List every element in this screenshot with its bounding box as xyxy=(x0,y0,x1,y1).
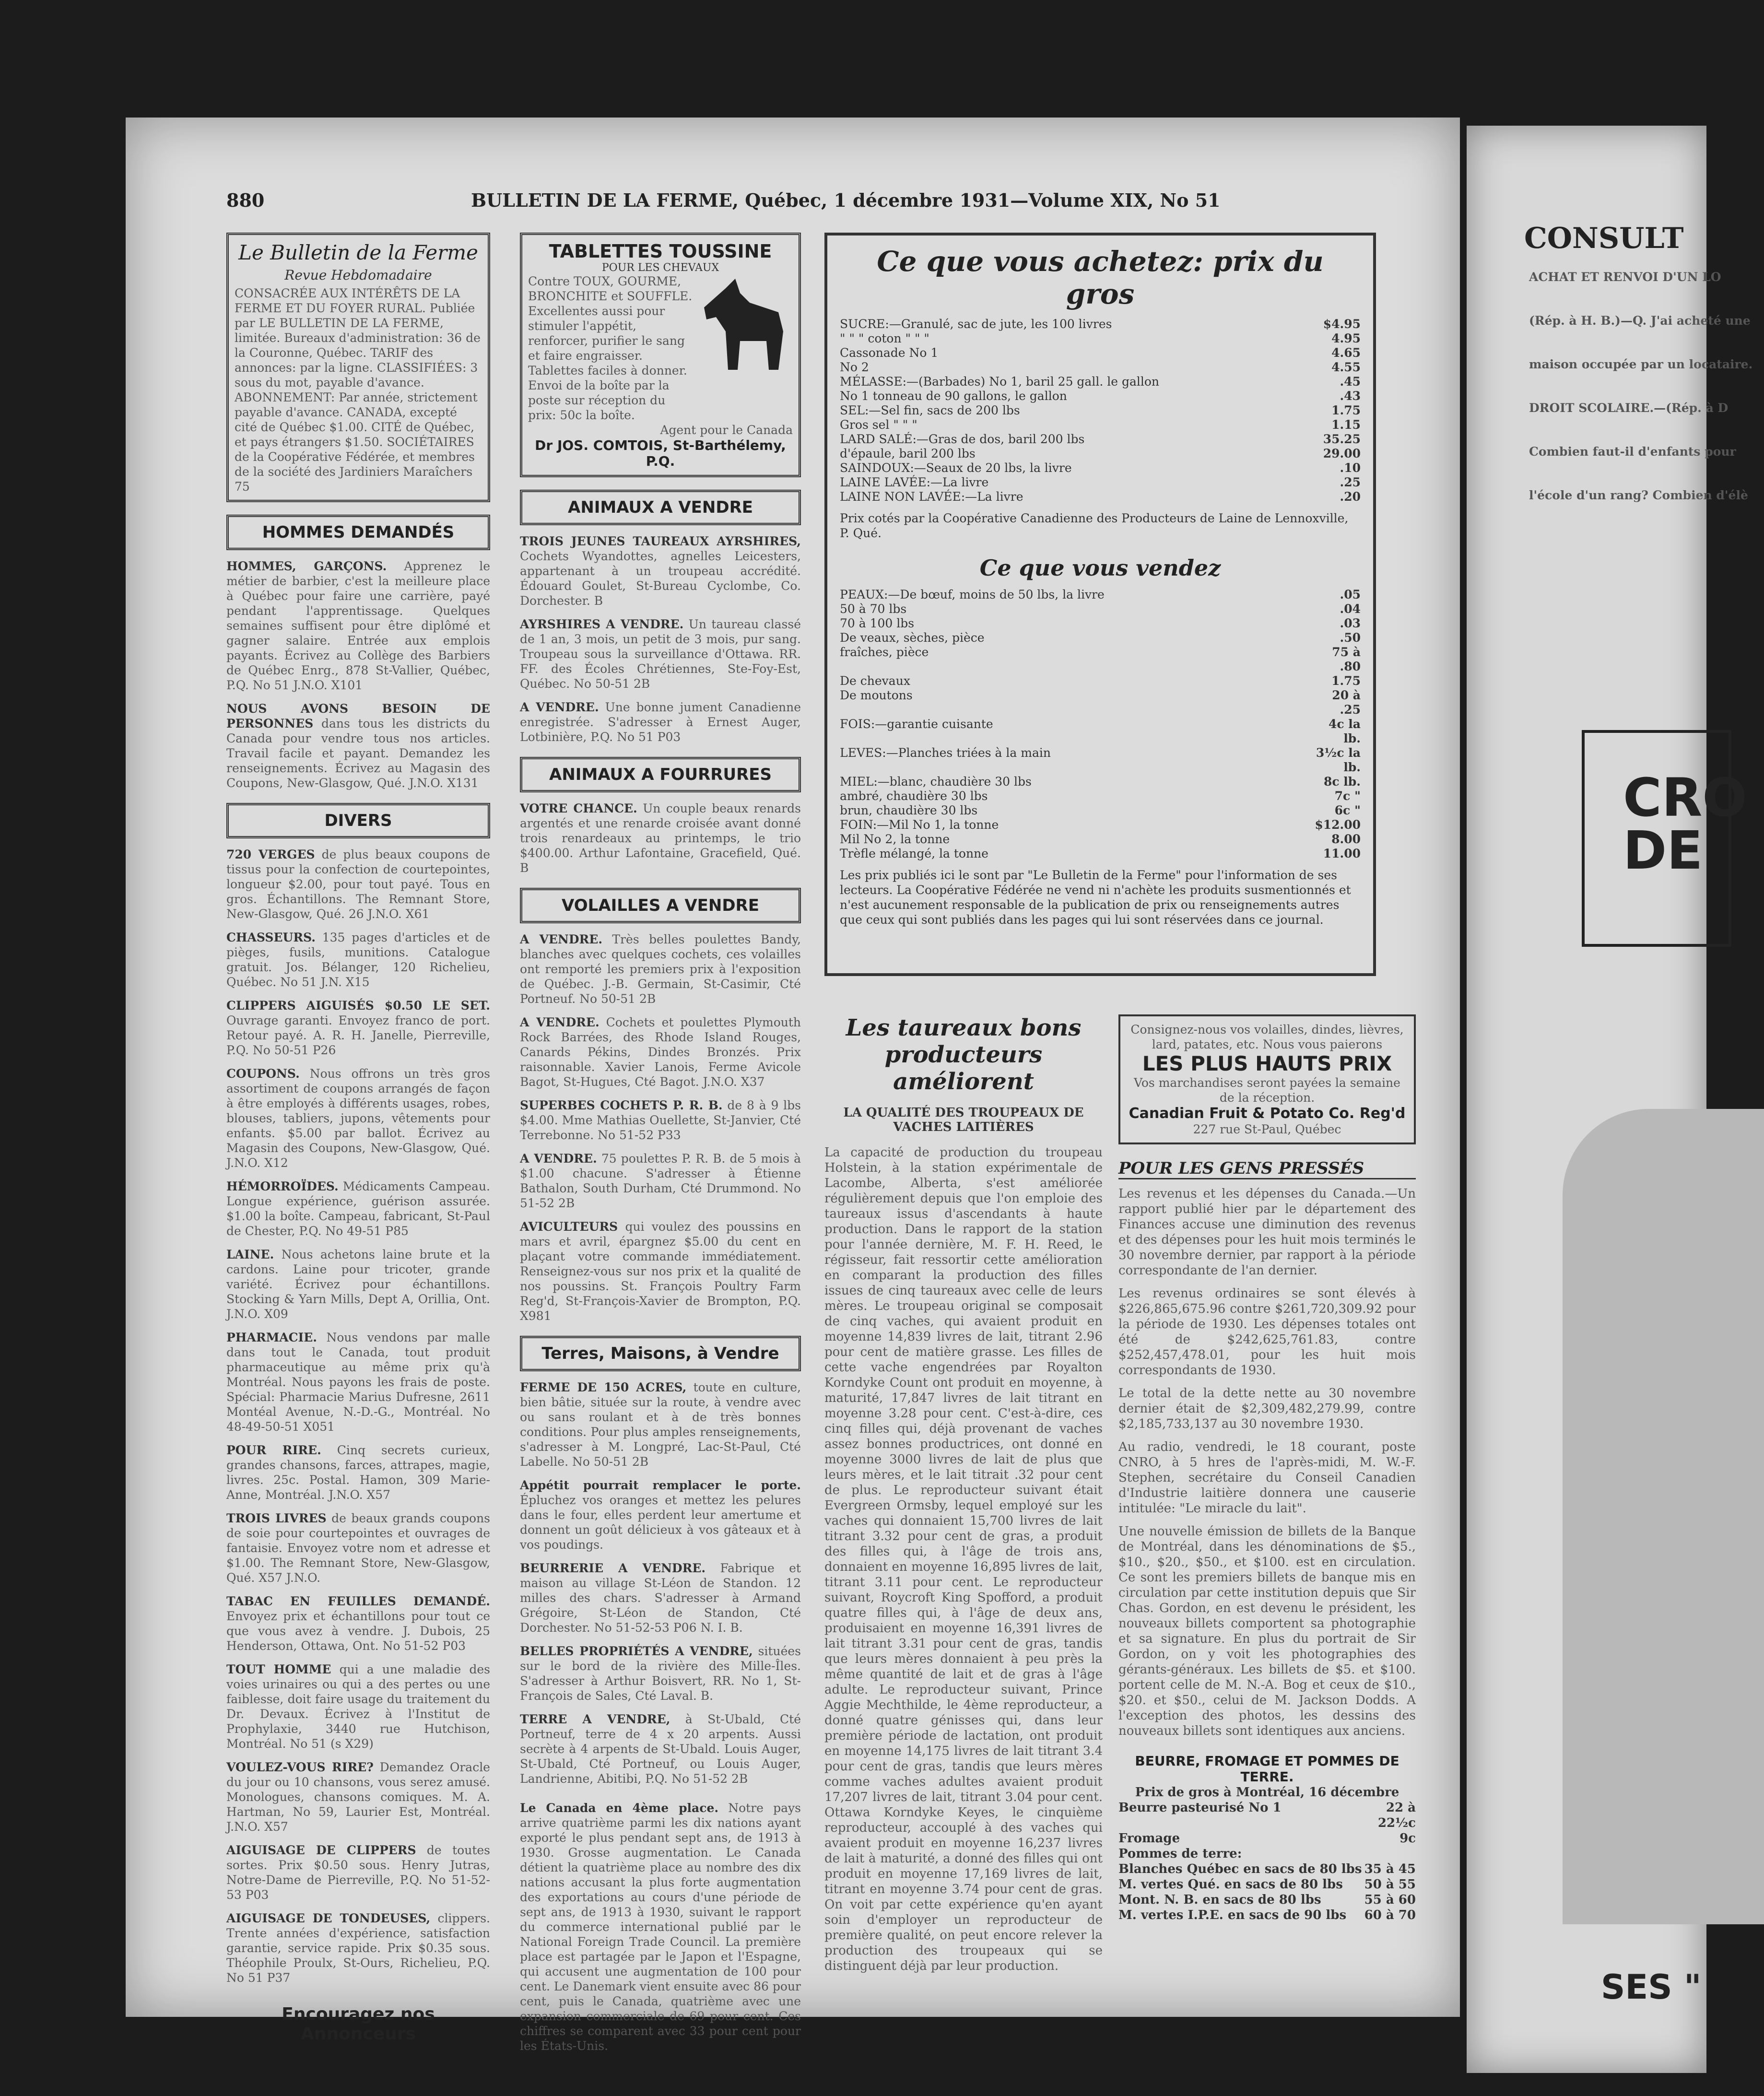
encourage-advertisers: Encouragez nos Annonceurs xyxy=(282,2004,435,2044)
running-head: BULLETIN DE LA FERME, Québec, 1 décembre 1931—Volume XIX, No 51 xyxy=(471,189,1221,211)
price-value: 4.95 xyxy=(1331,331,1361,345)
classified-ad-lead: AVICULTEURS xyxy=(520,1220,618,1234)
price-value: 6c " xyxy=(1334,803,1361,817)
price-label: PEAUX:—De bœuf, moins de 50 lbs, la livre xyxy=(840,588,1105,601)
presses-paragraphs xyxy=(1118,1186,1416,1739)
potato-price-list xyxy=(1118,1861,1416,1923)
price-row xyxy=(1118,1861,1416,1877)
price-label: SUCRE:—Granulé, sac de jute, les 100 livres xyxy=(840,317,1112,331)
presses-paragraph: Le total de la dette nette au 30 novembre dernier était de $2,309,482,279.99, contre $2,185,733,137 au 30 novembre 1930. xyxy=(1118,1386,1416,1431)
classified-ad-lead: POUR RIRE. xyxy=(226,1443,321,1457)
price-value: 20 à .25 xyxy=(1332,688,1361,717)
price-row xyxy=(840,688,1361,717)
classified-ad-lead: FERME DE 150 ACRES, xyxy=(520,1380,687,1394)
price-value: 60 à 70 xyxy=(1364,1908,1416,1922)
classified-ad-text: Cochets Wyandottes, agnelles Leicesters, appartenant à un troupeau accrédité. Édouard Goulet, St-Bureau Cyclombe, Co. Dorchester. B xyxy=(520,549,801,608)
price-label: Trèfle mélangé, la tonne xyxy=(840,847,988,860)
classified-ad-text: 75 poulettes P. R. B. de 5 mois à $1.00 chacune. S'adresser à Étienne Bathalon, South Durham, Cté Drummond. No 51-52 2B xyxy=(520,1152,801,1210)
classified-ad-text: toute en culture, bien bâtie, située sur la route, à vendre avec ou sans roulant et à de très bonnes conditions. Pour plus amples renseignements, s'adresser à M. Longpré, Lac-St-Paul, Cté Labelle. No 50-51 2B xyxy=(520,1380,801,1469)
classified-ad-text: situées sur le bord de la rivière des Mille-Îles. S'adresser à Arthur Boisvert, RR. No 1, St-François de Sales, Cté Laval. B. xyxy=(520,1644,801,1703)
price-row xyxy=(840,832,1361,847)
price-value: .10 xyxy=(1340,461,1361,475)
bfp-subtitle xyxy=(1118,1785,1416,1800)
classified-ad xyxy=(226,1330,490,1434)
price-value: 4c la lb. xyxy=(1328,717,1361,745)
classified-ad-text: Nous achetons laine brute et la cardons. Laine pour tricoter, grande variété. Écrivez pour échantillons. Stocking & Yarn Mills, Dept A, Orillia, Ont. J.N.O. X09 xyxy=(226,1248,490,1321)
classified-ad xyxy=(520,1151,801,1211)
price-row xyxy=(840,674,1361,688)
price-label: M. vertes I.P.E. en sacs de 90 lbs xyxy=(1118,1908,1347,1922)
toussine-body: Contre TOUX, GOURME, BRONCHITE et SOUFFLE. Excellentes aussi pour stimuler l'appétit, renforcer, purifier le sang et faire engraisser. Tablettes faciles à donner. Envoi de la boîte par la poste sur réception du prix: 50c la boîte. xyxy=(528,274,693,422)
classified-ad-lead: TROIS JEUNES TAUREAUX AYRSHIRES, xyxy=(520,534,801,548)
classified-ad-lead: VOULEZ-VOUS RIRE? xyxy=(226,1760,374,1774)
price-value: 1.75 xyxy=(1331,403,1361,417)
price-value: 35.25 xyxy=(1323,432,1361,446)
classified-ad-text: Cinq secrets curieux, grandes chansons, farces, attrapes, magie, livres. 25c. Postal. Hamon, 309 Marie-Anne, Montréal. J.N.O. X57 xyxy=(226,1443,490,1502)
price-box-title: Ce que vous achetez: prix du gros xyxy=(877,245,1324,310)
price-value: .03 xyxy=(1340,616,1361,630)
classified-ad-lead: COUPONS. xyxy=(226,1067,300,1081)
price-label: De moutons xyxy=(840,688,913,702)
price-label: fraîches, pièce xyxy=(840,645,929,659)
classified-ad-text: Médicaments Campeau. Longue expérience, guérison assurée. $1.00 la boîte. Campeau, fabricant, St-Paul de Chester, P.Q. No 49-51 P85 xyxy=(226,1179,490,1238)
price-value: 4.65 xyxy=(1331,346,1361,360)
price-label: Blanches Québec en sacs de 80 lbs xyxy=(1118,1862,1362,1876)
classified-ad-text: Nous vendons par malle dans tout le Canada, tout produit pharmaceutique au même prix qu'à Montréal. Nous payons les frais de poste. Spécial: Pharmacie Marius Dufresne, 2611 Montéal Avenue, N.-D.-G., Montréal. No 48-49-50-51 X051 xyxy=(226,1331,490,1434)
price-label: M. vertes Qué. en sacs de 80 lbs xyxy=(1118,1877,1343,1892)
toussine-signature: Dr JOS. COMTOIS, St-Barthélemy, P.Q. xyxy=(535,437,786,469)
price-row xyxy=(1118,1908,1416,1923)
price-label: brun, chaudière 30 lbs xyxy=(840,803,978,817)
price-label: 50 à 70 lbs xyxy=(840,602,907,616)
consign-line2: Vos marchandises seront payées la semaine de la réception. xyxy=(1134,1076,1400,1105)
presses-paragraph: Les revenus ordinaires se sont élevés à $226,865,675.96 contre $261,720,309.92 pour la période de 1930. Les dépenses totales ont été de $242,625,761.83, contre $252,457,478.01, pour les huit mois correspondants de 1930. xyxy=(1118,1286,1416,1378)
price-label: SEL:—Sel fin, sacs de 200 lbs xyxy=(840,403,1020,417)
classified-ad xyxy=(226,701,490,790)
facing-page-line: (Rép. à H. B.)—Q. J'ai acheté une xyxy=(1529,314,1751,328)
classified-ad xyxy=(520,1644,801,1703)
price-value: .05 xyxy=(1340,588,1361,601)
horse-icon xyxy=(697,274,793,375)
classified-ad xyxy=(520,1380,801,1469)
classified-ad xyxy=(520,801,801,875)
price-row xyxy=(840,803,1361,818)
classified-ad xyxy=(226,1443,490,1502)
consign-ad xyxy=(1118,1014,1416,1144)
presses-paragraph: Les revenus et les dépenses du Canada.—Un rapport publié hier par le département des Finances accuse une diminution des revenus et des dépenses pour les huit mois terminés le 30 novembre dernier, par rapport à la période correspondante de l'an dernier. xyxy=(1118,1187,1416,1278)
classified-ad-text: Un couple beaux renards argentés et une renarde croisée avant donné trois renardeaux au printemps, le trio $400.00. Arthur Lafontaine, Gracefield, Qué. B xyxy=(520,801,801,875)
price-row xyxy=(840,490,1361,504)
price-row xyxy=(1118,1892,1416,1908)
price-value: 35 à 45 xyxy=(1364,1862,1416,1876)
potato-head-text: Pommes de terre: xyxy=(1118,1847,1242,1861)
facing-page xyxy=(1467,126,1753,2073)
section-heading: ANIMAUX A FOURRURES xyxy=(520,757,801,792)
price-value: .43 xyxy=(1340,389,1361,403)
classified-ad-lead: BEURRERIE A VENDRE. xyxy=(520,1561,706,1575)
classified-ad-text: Cochets et poulettes Plymouth Rock Barrées, des Rhode Island Rouges, Canards Pékins, Dindes Bronzés. Prix raisonnable. Xavier Lanois, Ferme Avicole Bagot, St-Hugues, Cté Bagot. J.N.O. X37 xyxy=(520,1015,801,1089)
page-number: 880 xyxy=(226,189,265,211)
price-label: LAINE LAVÉE:—La livre xyxy=(840,475,989,489)
price-label: " " " coton " " " xyxy=(840,331,929,345)
price-label: Mil No 2, la tonne xyxy=(840,832,950,846)
price-row xyxy=(840,631,1361,645)
classified-ad xyxy=(226,1066,490,1170)
classified-ad xyxy=(226,1911,490,1985)
price-row xyxy=(840,317,1361,331)
classified-ad-lead: PHARMACIE. xyxy=(226,1331,318,1344)
consign-address: 227 rue St-Paul, Québec xyxy=(1193,1122,1341,1136)
classified-ad xyxy=(226,1247,490,1321)
facing-page-ad-text: CRO DE xyxy=(1623,767,1747,881)
classified-ad-text: Demandez Oracle du jour ou 10 chansons, vous serez amusé. Monologues, chansons comiques. M. A. Hartman, No 59, Laurier Est, Montréal. J.N.O. X57 xyxy=(226,1760,490,1834)
classified-ad-text: Fabrique et maison au village St-Léon de Standon. 12 milles des chars. S'adresser à Armand Grégoire, St-Léon de Standon, Cté Dorchester. No 51-52-53 P06 N. I. B. xyxy=(520,1561,801,1635)
classified-ad xyxy=(520,700,801,744)
price-label: De chevaux xyxy=(840,674,910,688)
price-value: 55 à 60 xyxy=(1364,1893,1416,1907)
classified-ad xyxy=(520,1561,801,1635)
potato-head xyxy=(1118,1846,1416,1861)
price-row xyxy=(840,717,1361,746)
classified-ad-text: qui voulez des poussins en mars et avril, épargnez $5.00 du cent en plaçant votre commande immédiatement. Renseignez-vous sur nos prix et la qualité de nos poussins. St. François Poultry Farm Reg'd, St-François-Xavier de Brompton, P.Q. X981 xyxy=(520,1220,801,1323)
col2-sections xyxy=(520,490,801,1786)
classified-ad-text: dans tous les districts du Canada pour vendre tous nos articles. Travail facile et payant. Demandez les renseignements. Écrivez au Magasin des Coupons, New-Glasgow, Qué. J.N.O. X131 xyxy=(226,717,490,790)
price-row xyxy=(840,818,1361,832)
classified-ad xyxy=(520,1712,801,1786)
price-row xyxy=(840,432,1361,447)
presses-title: POUR LES GENS PRESSÉS xyxy=(1118,1159,1416,1179)
price-row xyxy=(840,389,1361,403)
classified-ad-lead: HOMMES, GARÇONS. xyxy=(226,559,387,573)
price-label: Beurre pasteurisé No 1 xyxy=(1118,1801,1282,1815)
classified-ad-lead: TERRE A VENDRE, xyxy=(520,1712,670,1726)
column-4 xyxy=(1118,1014,1416,1923)
classified-ad-text: Envoyez prix et échantillons pour tout ce que vous avez à vendre. J. Dubois, 25 Henderson, Ottawa, Ont. No 51-52 P03 xyxy=(226,1609,490,1653)
col1-sections xyxy=(226,515,490,1985)
price-value: 22 à 22½c xyxy=(1377,1801,1416,1830)
canada-article xyxy=(520,1801,801,2053)
classified-ad xyxy=(520,1478,801,1552)
bulletin-body: CONSACRÉE AUX INTÉRÊTS DE LA FERME ET DU FOYER RURAL. Publiée par LE BULLETIN DE LA FERME, limitée. Bureaux d'administration: 36 de la Couronne, Québec. TARIF des annonces: par la ligne. CLASSIFIÉES: 3 sous du mot, payable d'avance. ABONNEMENT: Par année, strictement payable d'avance. CANADA, excepté cité de Québec $1.00. CITÉ de Québec, et pays étrangers $1.50. SOCIÉTAIRES de la Coopérative Fédérée, et membres de la société des Jardiniers Maraîchers 75 xyxy=(235,286,481,494)
classified-ad-lead: VOTRE CHANCE. xyxy=(520,801,637,815)
price-value: .04 xyxy=(1340,602,1361,616)
classified-ad xyxy=(226,1594,490,1653)
facing-page-line: DROIT SCOLAIRE.—(Rép. à D xyxy=(1529,401,1729,415)
price-row xyxy=(840,588,1361,602)
presses-paragraph: Au radio, vendredi, le 18 courant, poste CNRO, à 5 hres de l'après-midi, M. W.-F. Stephen, secrétaire du Conseil Canadien d'Industrie laitière donnera une causerie intitulée: "Le miracle du lait". xyxy=(1118,1440,1416,1516)
price-value: 29.00 xyxy=(1323,447,1361,460)
facing-page-bottom-text: SES " xyxy=(1601,1967,1702,2007)
price-row xyxy=(840,375,1361,389)
price-value: 4.55 xyxy=(1331,360,1361,374)
bulletin-title: Le Bulletin de la Ferme xyxy=(238,241,478,264)
classified-ad xyxy=(226,559,490,693)
price-label: Gros sel " " " xyxy=(840,418,917,432)
classified-ad xyxy=(520,1219,801,1323)
facing-page-line: ACHAT ET RENVOI D'UN LO xyxy=(1529,270,1721,284)
price-label: LEVES:—Planches triées à la main xyxy=(840,746,1051,760)
classified-ad-text: Épluchez vos oranges et mettez les pelures dans le four, elles perdent leur amertume et donnent un goût délicieux à vos gâteaux et à vos poudings. xyxy=(520,1493,801,1552)
price-label: FOIS:—garantie cuisante xyxy=(840,717,993,731)
section-heading: ANIMAUX A VENDRE xyxy=(520,490,801,525)
price-row xyxy=(1118,1831,1416,1846)
classified-ad-text: de beaux grands coupons de soie pour courtepointes et ouvrages de fantaisie. Envoyez votre nom et adresse et $1.00. The Remnant Store, New-Glasgow, Qué. X57 J.N.O. xyxy=(226,1511,491,1585)
taureaux-title: Les taureaux bons producteurs améliorent xyxy=(846,1014,1082,1095)
price-value: 11.00 xyxy=(1323,847,1361,860)
price-row xyxy=(840,360,1361,375)
classified-ad xyxy=(520,1098,801,1142)
facing-page-line: l'école d'un rang? Combien d'élè xyxy=(1529,488,1748,502)
classified-ad xyxy=(520,617,801,691)
classified-ad xyxy=(226,1511,490,1585)
classified-ad xyxy=(520,932,801,1006)
consign-line1: Consignez-nous vos volailles, dindes, lièvres, lard, patates, etc. Nous vous paierons xyxy=(1130,1023,1404,1051)
classified-ad-lead: TOUT HOMME xyxy=(226,1662,331,1676)
price-value: .45 xyxy=(1340,375,1361,389)
price-label: No 2 xyxy=(840,360,869,374)
price-row xyxy=(840,645,1361,674)
classified-ad xyxy=(226,847,490,921)
price-box xyxy=(824,233,1376,976)
price-value: .20 xyxy=(1340,490,1361,504)
facing-page-ad-box xyxy=(1582,730,1747,947)
classified-ad xyxy=(520,1015,801,1089)
classified-ad xyxy=(520,534,801,608)
price-row xyxy=(840,789,1361,803)
price-value: $12.00 xyxy=(1315,818,1361,832)
price-value: $4.95 xyxy=(1323,317,1361,331)
classified-ad-text: Ouvrage garanti. Envoyez franco de port. Retour payé. A. R. H. Janelle, Pierreville, P.Q. No 50-51 P26 xyxy=(226,1013,490,1057)
classified-ad-lead: A VENDRE. xyxy=(520,932,603,946)
price-value: 75 à .80 xyxy=(1332,645,1361,673)
price-value: 50 à 55 xyxy=(1364,1877,1416,1892)
classified-ad-lead: TABAC EN FEUILLES DEMANDÉ. xyxy=(226,1594,490,1608)
price-row xyxy=(840,461,1361,475)
price-row xyxy=(1118,1800,1416,1831)
toussine-subtitle: POUR LES CHEVAUX xyxy=(601,262,719,274)
price-value: 1.15 xyxy=(1331,418,1361,432)
classified-ad-lead: AIGUISAGE DE TONDEUSES, xyxy=(226,1911,431,1925)
consign-headline: LES PLUS HAUTS PRIX xyxy=(1142,1052,1392,1075)
price-label: SAINDOUX:—Seaux de 20 lbs, la livre xyxy=(840,461,1072,475)
price-row xyxy=(840,847,1361,861)
price-row xyxy=(840,475,1361,490)
classified-ad-lead: NOUS AVONS BESOIN DE PERSONNES xyxy=(226,702,490,730)
price-value: 8c lb. xyxy=(1323,775,1361,789)
price-value: .25 xyxy=(1340,475,1361,489)
classified-ad-text: 135 pages d'articles et de pièges, fusils, munitions. Catalogue gratuit. Jos. Bélanger, 120 Richelieu, Québec. No 51 J.N. X15 xyxy=(226,930,490,989)
classified-ad-text: Apprenez le métier de barbier, c'est la meilleure place à Québec pour faire une carrière, payé pendant l'apprentissage. Quelques semaines suffisent pour être diplômé et gagner salaire. Entrée aux emplois payants. Écrivez au Collège des Barbiers de Québec Enrg., 878 St-Vallier, Québec, P.Q. No 51 J.N.O. X101 xyxy=(226,559,490,692)
classified-ad xyxy=(226,998,490,1058)
bulletin-masthead-box xyxy=(226,233,490,502)
price-label: Mont. N. B. en sacs de 80 lbs xyxy=(1118,1893,1321,1907)
price-label: Cassonade No 1 xyxy=(840,346,939,360)
classified-ad-lead: A VENDRE. xyxy=(520,700,599,714)
classified-ad-text: qui a une maladie des voies urinaires ou qui a des pertes ou une faiblesse, doit faire usage du traitement du Dr. Devaux. Écrivez à l'Institut de Prophylaxie, 3440 rue Hutchison, Montréal. No 51 (s X29) xyxy=(226,1662,490,1751)
section-heading: Terres, Maisons, à Vendre xyxy=(520,1336,801,1371)
toussine-agent: Agent pour le Canada xyxy=(660,423,793,437)
facing-page-heading: CONSULT xyxy=(1524,222,1684,255)
price-row xyxy=(840,602,1361,616)
bfp-price-list xyxy=(1118,1800,1416,1846)
bulletin-subtitle: Revue Hebdomadaire xyxy=(284,267,432,283)
facing-page-line: maison occupée par un locataire. xyxy=(1529,357,1753,371)
price-value: 9c xyxy=(1399,1831,1416,1846)
sell-price-list xyxy=(840,588,1361,861)
classified-ad xyxy=(226,1843,490,1902)
sell-note: Les prix publiés ici le sont par "Le Bulletin de la Ferme" pour l'information de ses lecteurs. La Coopérative Fédérée ne vend ni n'achète les produits susmentionnés et n'est aucunement responsable de la publication de prix ou renseignements autres que ceux qui sont publiés dans les pages qui lui sont réservées dans ce journal. xyxy=(840,868,1351,927)
price-label: MIEL:—blanc, chaudière 30 lbs xyxy=(840,775,1032,789)
canada-article-text: Notre pays arrive quatrième parmi les dix nations ayant exporté le plus pendant sept ans, de 1913 à 1930. Grosse augmentation. Le Canada détient la quatrième place au nombre des dix nations accusant la plus forte augmentation des exportations au cours d'une période de sept ans, de 1913 à 1930, suivant le rapport du commerce international publié par le National Foreign Trade Council. La première place est partagée par le Japon et l'Espagne, qui accusent une augmentation de 100 pour cent. Le Danemark vient ensuite avec 86 pour cent, puis le Canada, quatrième avec une expansion commerciale de 69 pour cent. Ces chiffres se comparent avec 33 pour cent pour les États-Unis. xyxy=(520,1801,801,2053)
consign-company: Canadian Fruit & Potato Co. Reg'd xyxy=(1129,1105,1406,1122)
section-heading: VOLAILLES A VENDRE xyxy=(520,888,801,923)
price-row xyxy=(840,331,1361,346)
classified-ad-lead: TROIS LIVRES xyxy=(226,1511,327,1525)
classified-ad xyxy=(226,930,490,989)
classified-ad-lead: BELLES PROPRIÉTÉS A VENDRE, xyxy=(520,1644,753,1658)
price-row xyxy=(840,418,1361,432)
classified-ad-text: de plus beaux coupons de tissus pour la confection de courtepointes, longueur $2.00, pour tout payé. Tous en gros. Échantillons. The Remnant Store, New-Glasgow, Qué. 26 J.N.O. X61 xyxy=(226,848,491,921)
classified-ad-lead: HÉMORROÏDES. xyxy=(226,1179,339,1193)
price-label: LARD SALÉ:—Gras de dos, baril 200 lbs xyxy=(840,432,1085,446)
classified-ad-lead: SUPERBES COCHETS P. R. B. xyxy=(520,1098,723,1112)
classified-ad-lead: AIGUISAGE DE CLIPPERS xyxy=(226,1843,416,1857)
price-label: LAINE NON LAVÉE:—La livre xyxy=(840,490,1023,504)
price-label: MÉLASSE:—(Barbades) No 1, baril 25 gall. le gallon xyxy=(840,375,1160,389)
classified-ad xyxy=(226,1179,490,1238)
classified-ad-lead: A VENDRE. xyxy=(520,1152,597,1166)
price-value: 7c " xyxy=(1334,789,1361,803)
classified-ad-text: Nous offrons un très gros assortiment de coupons arrangés de façon à être employés à différents usages, robes, blouses, tabliers, jupons, vêtements pour enfants. $5.00 par ballot. Écrivez au Magasin des Coupons, New-Glasgow, Qué. J.N.O. X12 xyxy=(226,1067,490,1170)
classified-ad-text: Une bonne jument Canadienne enregistrée. S'adresser à Ernest Auger, Lotbinière, P.Q. No 51 P03 xyxy=(520,700,801,744)
canada-article-lead: Le Canada en 4ème place. xyxy=(520,1801,719,1815)
price-row xyxy=(840,746,1361,775)
price-row xyxy=(1118,1877,1416,1892)
facing-page-photo xyxy=(1563,1109,1764,1924)
taureaux-subtitle: LA QUALITÉ DES TROUPEAUX DE VACHES LAITIÈRES xyxy=(843,1106,1084,1134)
price-row xyxy=(840,346,1361,360)
taureaux-text: La capacité de production du troupeau Holstein, à la station expérimentale de Lacombe, Alberta, s'est améliorée régulièrement depuis que l'on emploie des taureaux issus d'ascendants à haute production. Dans le rapport de la station pour l'année dernière, M. F. H. Reed, le régisseur, fait ressortir cette amélioration en comparant la production des filles issues de cinq taureaux avec celle de leurs mères. Le troupeau original se composait de cinq vaches, qui avaient produit en moyenne 14,839 livres de lait, titrant 2.96 pour cent de matière grasse. Les filles de cette vache engendrées par Royalton Korndyke Count ont produit en moyenne, à maturité, 17,847 livres de lait titrant en moyenne 3.28 pour cent. C'est-à-dire, ces cinq filles qui, déjà provenant de vaches assez bonnes productrices, ont donné en moyenne 3000 livres de lait de plus que leurs mères, et le lait titrait .32 pour cent de plus. Le reproducteur suivant était Evergreen Ormsby, lequel employé sur les vaches qui donnaient 15,700 livres de lait titrant 3.32 pour cent de gras, a produit des filles qui, à l'âge de trois ans, donnaient en moyenne 16,895 livres de lait, titrant 3.11 pour cent. Le reproducteur suivant, Roycroft King Spofford, a produit quatre filles qui, à l'âge de deux ans, produisaient en moyenne 16,391 livres de lait titrant 3.31 pour cent de gras, tandis que leurs mères donnaient à peu près la même quantité de lait et de gras à l'âge adulte. Le reproducteur suivant, Prince Aggie Mechthilde, le 4ème reproducteur, a donné quatre génisses qui, dans leur première période de lactation, ont produit en moyenne 14,175 livres de lait titrant 3.4 pour cent de gras, tandis que leurs mères comme vaches adultes avaient produit 17,207 livres de lait, titrant 3.04 pour cent. Ottawa Korndyke Keyes, le cinquième reproducteur, accouplé à des vaches qui avaient produit en moyenne 16,237 livres de lait à maturité, a donné des filles qui ont produit en moyenne 17,169 livres de lait, titrant en moyenne 3.74 pour cent de gras. On voit par cette expérience qu'en ayant soin d'employer un reproducteur de première qualité, on peut encore relever la production des troupeaux qui se distinguent déjà par leur production. xyxy=(824,1145,1103,1973)
price-value: 1.75 xyxy=(1331,674,1361,688)
classified-ad-text: clippers. Trente années d'expérience, satisfaction garantie, service rapide. Prix $0.35 sous. Théophile Proulx, St-Ours, Richelieu, P.Q. No 51 P37 xyxy=(226,1911,490,1985)
classified-ad xyxy=(226,1760,490,1834)
presses-paragraph: Une nouvelle émission de billets de la Banque de Montréal, dans les dénominations de $5., $10., $20., $50., et $100. est en circulation. Ce sont les premiers billets de banque mis en circulation par cette institution depuis que Sir Chas. Gordon, en est devenu le président, les nouveaux billets comportent sa photographie et sa signature. En plus du portrait de Sir Gordon, on y voit les photographies des gérants-généraux. Les billets de $5. et $100. portent celle de M. N.-A. Bog et ceux de $10., $20. et $50., celui de M. Jackson Dodds. A l'exception des photos, les dessins des nouveaux billets sont identiques aux anciens. xyxy=(1118,1524,1416,1738)
price-label: No 1 tonneau de 90 gallons, le gallon xyxy=(840,389,1067,403)
taureaux-article xyxy=(824,1014,1103,1974)
classified-ad xyxy=(226,1662,490,1751)
price-label: ambré, chaudière 30 lbs xyxy=(840,789,988,803)
facing-page-line: Combien faut-il d'enfants pour xyxy=(1529,445,1736,459)
price-label: 70 à 100 lbs xyxy=(840,616,915,630)
classified-ad-text: à St-Ubald, Cté Portneuf, terre de 4 x 20 arpents. Aussi secrète à 4 arpents de St-Ubald. Louis Auger, St-Ubald, Cté Portneuf, ou Louis Auger, Landrienne, Abitibi, P.Q. No 51-52 2B xyxy=(520,1712,801,1786)
price-row xyxy=(840,616,1361,631)
classified-ad-lead: CLIPPERS AIGUISÉS $0.50 LE SET. xyxy=(226,999,490,1013)
classified-ad-text: Très belles poulettes Bandy, blanches avec quelques cochets, ces volailles ont remporté les premiers prix à l'exposition de Québec. J.-B. Germain, St-Casimir, Cté Portneuf. No 50-51 2B xyxy=(520,932,801,1006)
toussine-title: TABLETTES TOUSSINE xyxy=(549,241,772,262)
toussine-ad xyxy=(520,233,801,477)
price-value: 3½c la lb. xyxy=(1316,746,1361,774)
price-row xyxy=(840,447,1361,461)
bfp-subtitle-text: Prix de gros à Montréal, 16 décembre xyxy=(1135,1785,1399,1800)
classified-ad-lead: LAINE. xyxy=(226,1248,274,1261)
classified-ad-lead: Appétit pourrait remplacer le porte. xyxy=(520,1478,801,1492)
column-2 xyxy=(520,233,801,2062)
price-label: Fromage xyxy=(1118,1831,1180,1846)
price-box-subtitle: Ce que vous vendez xyxy=(979,555,1221,581)
price-value: 8.00 xyxy=(1331,832,1361,846)
classified-ad-lead: A VENDRE. xyxy=(520,1015,600,1029)
newspaper-page xyxy=(126,118,1460,2053)
classified-ad-lead: CHASSEURS. xyxy=(226,930,316,944)
buy-note: Prix cotés par la Coopérative Canadienne des Producteurs de Laine de Lennoxville, P. Qué. xyxy=(840,511,1349,540)
price-value: .50 xyxy=(1340,631,1361,645)
column-1 xyxy=(226,233,490,2044)
facing-page-lines xyxy=(1529,270,1753,531)
classified-ad-lead: 720 VERGES xyxy=(226,848,315,861)
classified-ad-text: de 8 à 9 lbs $4.00. Mme Mathias Ouellette, St-Janvier, Cté Terrebonne. No 51-52 P33 xyxy=(520,1098,801,1142)
classified-ad-text: de toutes sortes. Prix $0.50 sous. Henry Jutras, Notre-Dame de Pierreville, P.Q. No 51-52-53 P03 xyxy=(226,1843,490,1902)
classified-ad-lead: AYRSHIRES A VENDRE. xyxy=(520,617,684,631)
section-heading: DIVERS xyxy=(226,803,490,838)
buy-price-list xyxy=(840,317,1361,504)
section-heading: HOMMES DEMANDÉS xyxy=(226,515,490,550)
price-row xyxy=(840,775,1361,789)
bfp-title: BEURRE, FROMAGE ET POMMES DE TERRE. xyxy=(1135,1753,1399,1785)
price-label: De veaux, sèches, pièce xyxy=(840,631,985,645)
price-label: d'épaule, baril 200 lbs xyxy=(840,447,976,460)
classified-ad-text: Un taureau classé de 1 an, 3 mois, un petit de 3 mois, pur sang. Troupeau sous la surveillance d'Ottawa. RR. FF. des Écoles Chrétiennes, Ste-Foy-Est, Québec. No 50-51 2B xyxy=(520,617,801,691)
price-row xyxy=(840,403,1361,418)
price-label: FOIN:—Mil No 1, la tonne xyxy=(840,818,999,832)
